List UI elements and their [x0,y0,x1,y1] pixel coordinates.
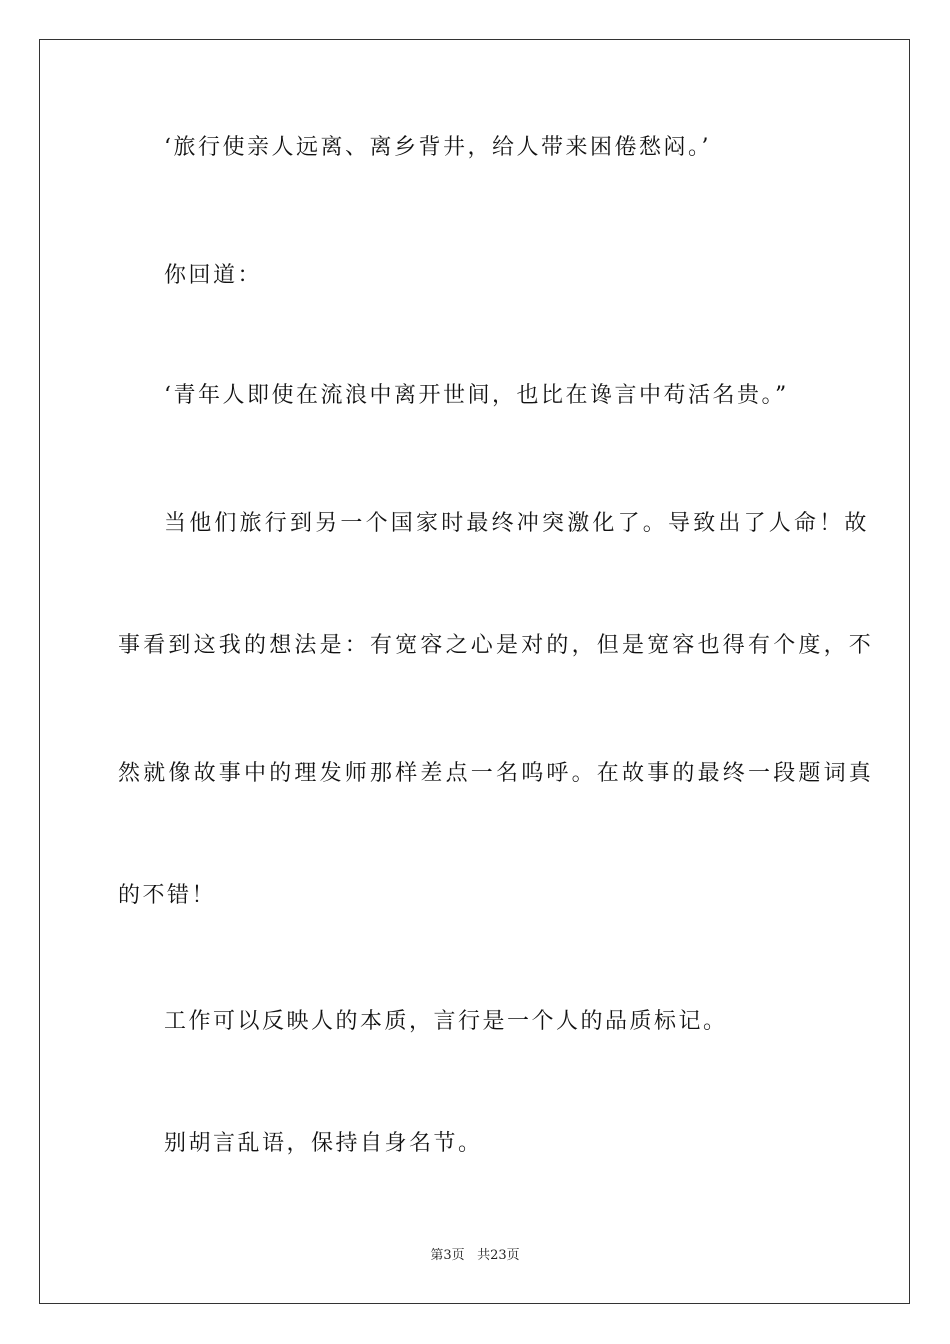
paragraph-work-essence: 工作可以反映人的本质，言行是一个人的品质标记。 [164,1009,728,1034]
page-number: 第3页 [430,1248,465,1263]
paragraph-reputation: 别胡言乱语，保持自身名节。 [164,1131,483,1156]
paragraph-conflict-line-4: 的不错！ [118,883,217,908]
paragraph-conflict-line-3: 然就像故事中的理发师那样差点一名呜呼。在故事的最终一段题词真 [118,761,875,786]
paragraph-conflict-line-1: 当他们旅行到另一个国家时最终冲突激化了。导致出了人命！故 [164,511,870,536]
paragraph-conflict-line-2: 事看到这我的想法是：有宽容之心是对的，但是宽容也得有个度，不 [118,633,875,658]
page-total: 共23页 [477,1248,520,1263]
page-border [39,39,910,1304]
paragraph-quote-youth: ‘青年人即使在流浪中离开世间，也比在谗言中苟活名贵。” [164,383,789,408]
paragraph-reply: 你回道： [164,263,263,288]
paragraph-quote-travel: ‘旅行使亲人远离、离乡背井，给人带来困倦愁闷。’ [164,135,711,160]
page-footer [0,1247,950,1265]
